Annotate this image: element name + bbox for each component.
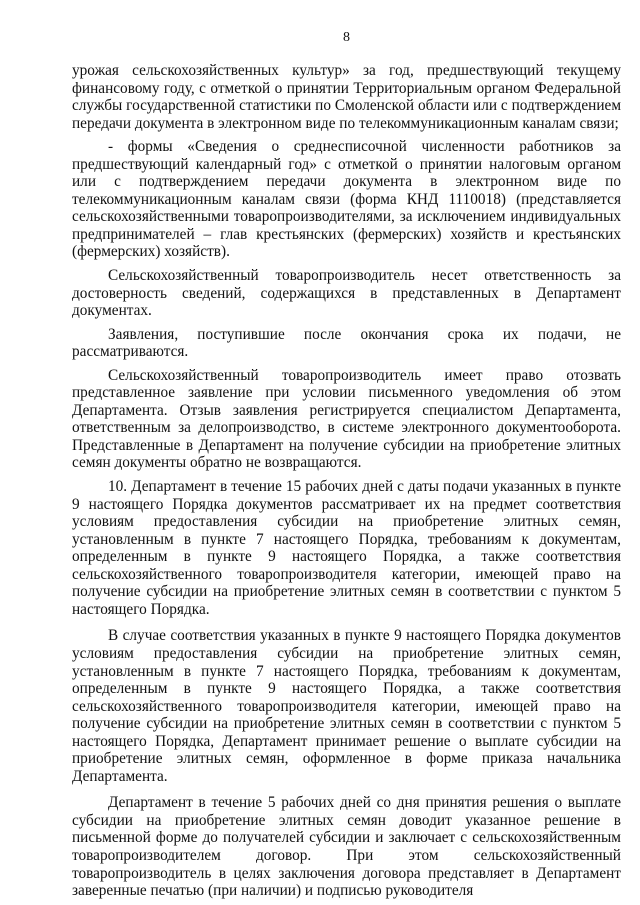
paragraph-4: Заявления, поступившие после окончания срока их подачи, не рассматриваются.: [72, 325, 621, 361]
paragraph-7: В случае соответствия указанных в пункте 9 настоящего Порядка документов условиям предоставления субсидии на приобретение элитных семян, установленным в пункте 7 настоящего Порядка, требованиям к документам, определенным в пункте 9 настоящего Порядка, а также соответствия сельскохозяйственного товаропроизводителя категории, имеющей право на получение субсидии на приобретение элитных семян в соответствии с пунктом 5 настоящего Порядка, Департамент принимает решение о выплате субсидии на приобретение элитных семян, оформленное в форме приказа начальника Департамента.: [72, 627, 621, 785]
paragraph-1: урожая сельскохозяйственных культур» за год, предшествующий текущему финансовому году, с отметкой о принятии Территориальным органом Федеральной службы государственной статистики по Смоленской области или с подтверждением передачи документа в электронном виде по телекоммуникационным каналам связи;: [72, 62, 621, 132]
paragraph-2: - формы «Сведения о среднесписочной численности работников за предшествующий календарный год» с отметкой о принятии налоговым органом или с подтверждением передачи документа в электронном виде по телекоммуникационным каналам связи (форма КНД 1110018) (представляется сельскохозяйственными товаропроизводителями, за исключением индивидуальных предпринимателей – глав крестьянских (фермерских) хозяйств и крестьянских (фермерских) хозяйств).: [72, 138, 621, 261]
paragraph-5: Сельскохозяйственный товаропроизводитель имеет право отозвать представленное заявление при условии письменного уведомления об этом Департамента. Отзыв заявления регистрируется специалистом Департамента, ответственным за делопроизводство, в системе электронного документооборота. Представленные в Департамент на получение субсидии на приобретение элитных семян документы обратно не возвращаются.: [72, 366, 621, 472]
paragraph-8: Департамент в течение 5 рабочих дней со дня принятия решения о выплате субсидии на приобретение элитных семян доводит указанное решение в письменной форме до получателей субсидии и заключает с сельскохозяйственным товаропроизводителем договор. При этом сельскохозяйственный товаропроизводитель в целях заключения договора представляет в Департамент заверенные печатью (при наличии) и подписью руководителя: [72, 794, 621, 900]
paragraph-3: Сельскохозяйственный товаропроизводитель несет ответственность за достоверность сведений, содержащихся в представленных в Департамент документах.: [72, 267, 621, 320]
paragraph-6: 10. Департамент в течение 15 рабочих дней с даты подачи указанных в пункте 9 настоящего Порядка документов рассматривает их на предмет соответствия условиям предоставления субсидии на приобретение элитных семян, установленным в пункте 7 настоящего Порядка, требованиям к документам, определенным в пункте 9 настоящего Порядка, а также соответствия сельскохозяйственного товаропроизводителя категории, имеющей право на получение субсидии на приобретение элитных семян в соответствии с пунктом 5 настоящего Порядка.: [72, 478, 621, 618]
page-number: 8: [343, 30, 350, 45]
